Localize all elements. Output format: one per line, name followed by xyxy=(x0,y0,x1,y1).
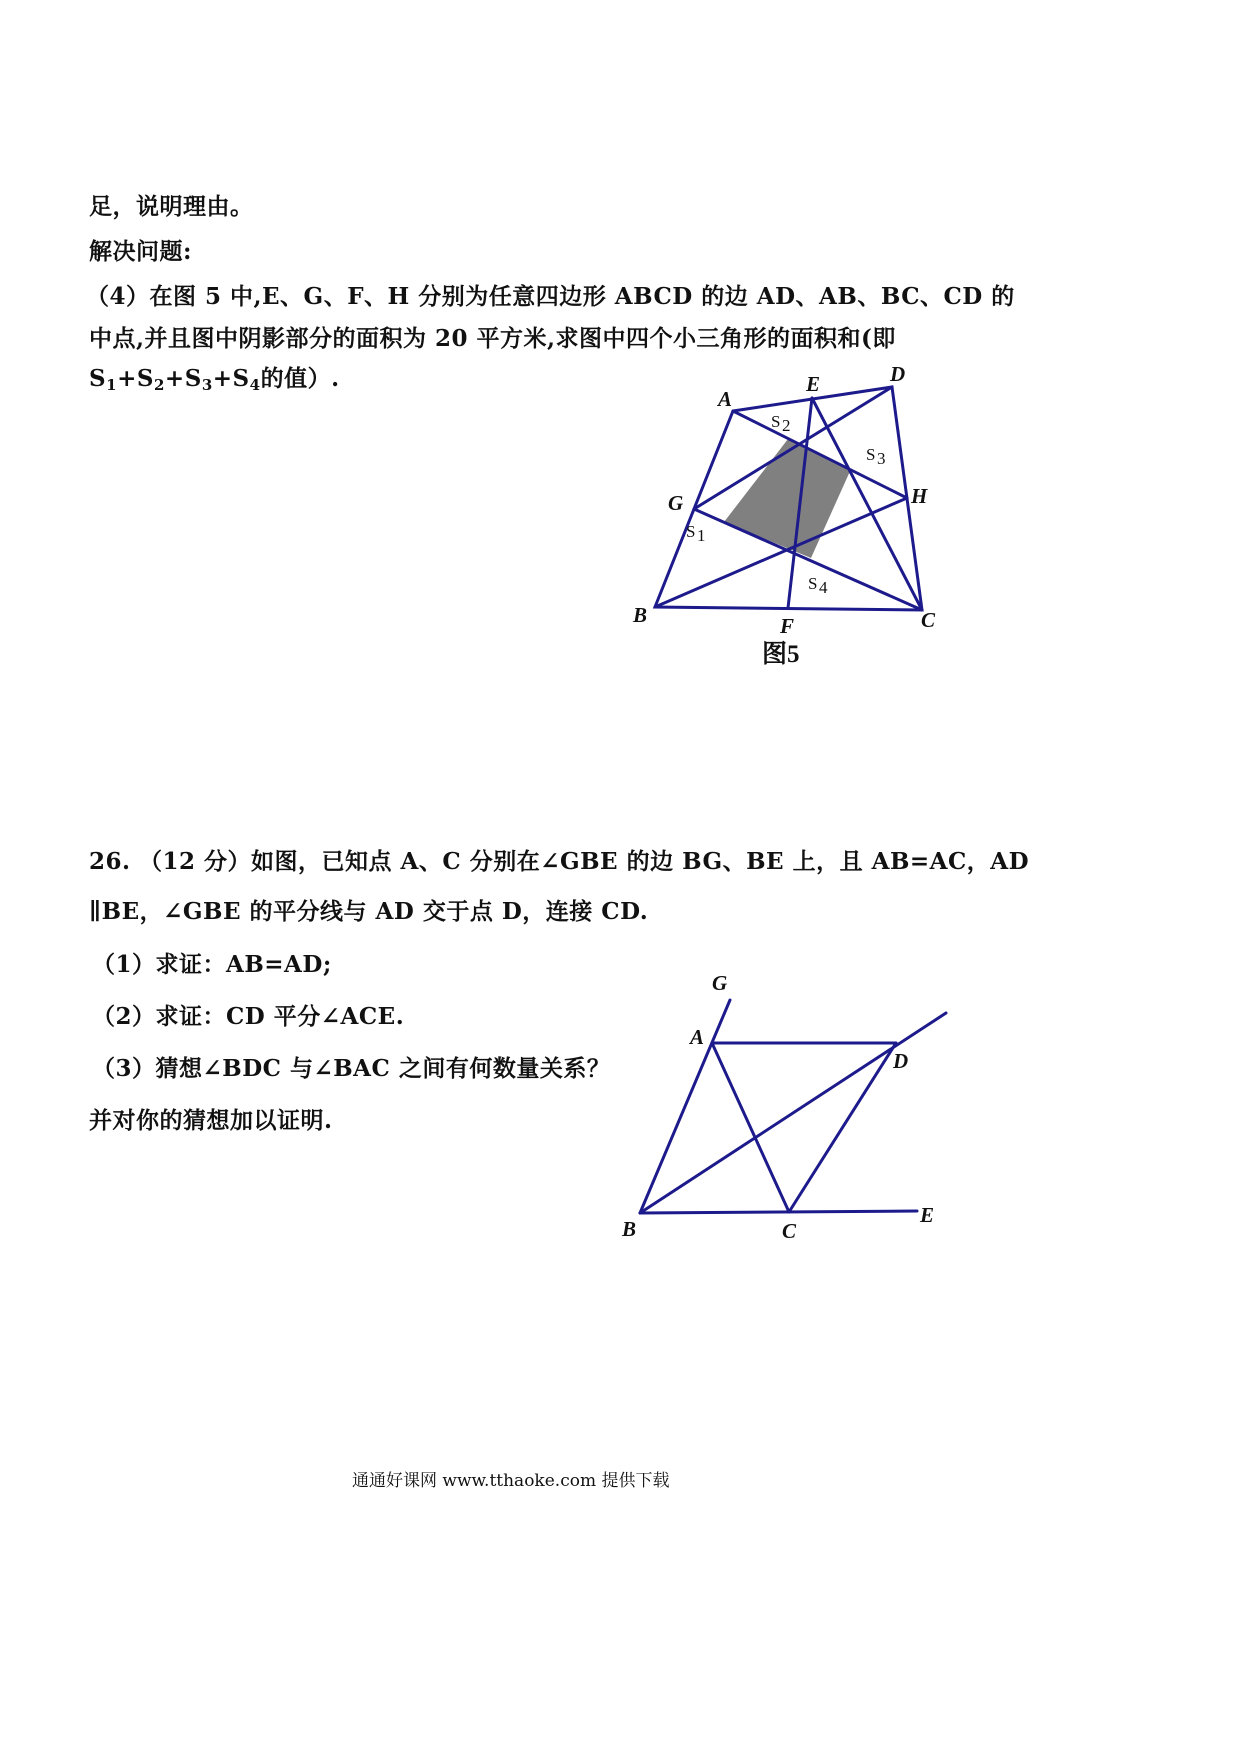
point-label-e: E xyxy=(806,372,821,396)
point-label-b: B xyxy=(622,1217,637,1241)
area-label-s2-sub: 2 xyxy=(782,416,791,435)
continuation-text: 足，说明理由。 xyxy=(89,193,254,220)
footer-text: 通通好课网 www.tthaoke.com 提供下载 xyxy=(352,1471,670,1491)
area-label-s3-sub: 3 xyxy=(877,449,886,468)
q4-line-3-end: 的值）. xyxy=(260,365,340,392)
s-symbol: S xyxy=(89,365,107,392)
ray-bg xyxy=(640,1000,730,1213)
s-symbol: S xyxy=(136,365,154,392)
point-label-a: A xyxy=(718,387,733,411)
q26-part-3b: 并对你的猜想加以证明. xyxy=(89,1107,333,1134)
s-symbol: S xyxy=(232,365,250,392)
point-label-h: H xyxy=(911,484,928,508)
shaded-parallelogram xyxy=(724,439,851,558)
q26-part-1: （1）求证：AB=AD; xyxy=(92,951,332,978)
plus-sign: + xyxy=(117,365,137,392)
subscript-2: 2 xyxy=(153,376,165,394)
point-label-g: G xyxy=(712,971,728,995)
point-label-c: C xyxy=(782,1219,797,1243)
q4-line-1: （4）在图 5 中,E、G、F、H 分别为任意四边形 ABCD 的边 AD、AB、BC、CD 的 xyxy=(86,283,1015,310)
point-label-f: F xyxy=(780,614,795,638)
point-label-g: G xyxy=(668,491,684,515)
s-symbol: S xyxy=(184,365,202,392)
area-label-s4-s: S xyxy=(808,574,818,593)
figure-26 xyxy=(0,950,1240,1250)
segment-cd xyxy=(789,1043,896,1212)
point-label-d: D xyxy=(890,362,906,386)
area-label-s1-sub: 1 xyxy=(697,526,706,545)
area-label-s1-s: S xyxy=(686,522,696,541)
area-label-s3-s: S xyxy=(866,445,876,464)
point-label-d: D xyxy=(893,1049,909,1073)
ray-be xyxy=(640,1211,917,1213)
figure-5-caption: 图5 xyxy=(762,641,800,668)
area-label-s2-s: S xyxy=(771,412,781,431)
segment-ac xyxy=(712,1043,789,1212)
subscript-3: 3 xyxy=(201,376,213,394)
point-label-e: E xyxy=(920,1203,935,1227)
subscript-1: 1 xyxy=(106,376,118,394)
figure-5 xyxy=(0,0,1240,700)
q26-line-2: ∥BE，∠GBE 的平分线与 AD 交于点 D，连接 CD. xyxy=(89,898,649,925)
point-label-a: A xyxy=(690,1025,705,1049)
q26-part-3: （3）猜想∠BDC 与∠BAC 之间有何数量关系？ xyxy=(92,1055,611,1082)
subscript-4: 4 xyxy=(249,376,261,394)
point-label-b: B xyxy=(633,603,648,627)
point-label-c: C xyxy=(921,608,936,632)
q4-line-2: 中点,并且图中阴影部分的面积为 20 平方米,求图中四个小三角形的面积和(即 xyxy=(89,325,896,352)
plus-sign: + xyxy=(212,365,233,392)
q26-part-2: （2）求证：CD 平分∠ACE. xyxy=(92,1003,405,1030)
plus-sign: + xyxy=(164,365,185,392)
section-heading: 解决问题: xyxy=(89,238,192,265)
area-label-s4-sub: 4 xyxy=(819,578,828,597)
q26-line-1: 26. （12 分）如图，已知点 A、C 分别在∠GBE 的边 BG、BE 上，且 AB=AC，AD xyxy=(89,848,1030,875)
